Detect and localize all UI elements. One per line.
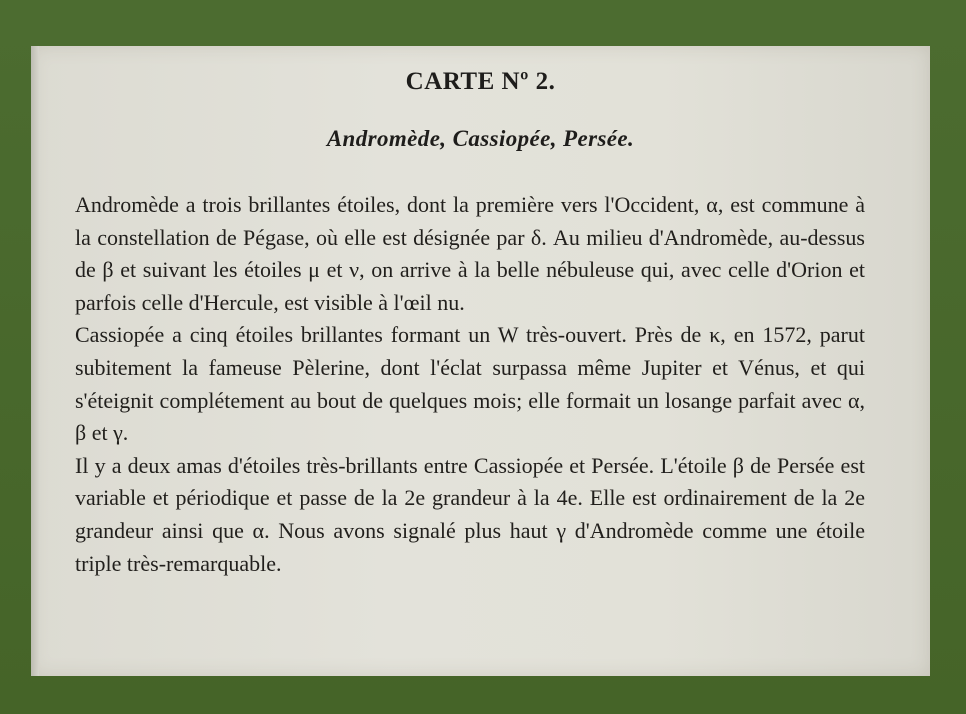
- paragraph-persee: Il y a deux amas d'étoiles très-brillants entre Cassiopée et Persée. L'étoile β de Persée est variable et périodique et passe de la 2e grandeur à la 4e. Elle est ordinairement de la 2e grandeur ainsi que α. Nous avons signalé plus haut γ d'Andromède comme une étoile triple très-remarquable.: [75, 452, 865, 576]
- paragraph-cassiopee: Cassiopée a cinq étoiles brillantes formant un W très-ouvert. Près de κ, en 1572, parut subitement la fameuse Pèlerine, dont l'éclat surpassa même Jupiter et Vénus, et qui s'éteignit complétement au bout de quelques mois; elle formait un losange parfait avec α, β et γ.: [75, 322, 865, 446]
- book-page: [31, 46, 930, 676]
- body-text: [75, 189, 865, 580]
- constellations-subtitle: Andromède, Cassiopée, Persée.: [326, 126, 635, 151]
- chart-heading: CARTE Nº 2.: [405, 68, 556, 95]
- paragraph-andromede: Andromède a trois brillantes étoiles, dont la première vers l'Occident, α, est commune à la constellation de Pégase, où elle est désignée par δ. Au milieu d'Andromède, au-dessus de β et suivant les étoiles μ et ν, on arrive à la belle nébuleuse qui, avec celle d'Orion et parfois celle d'Hercule, est visible à l'œil nu.: [75, 192, 865, 315]
